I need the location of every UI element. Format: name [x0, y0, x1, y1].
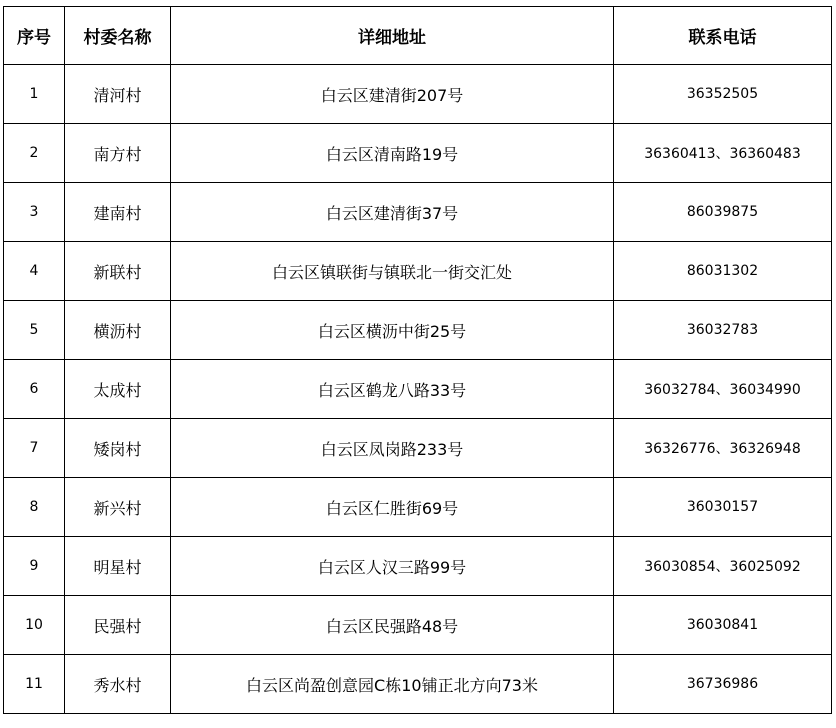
row-index: 8	[4, 478, 65, 537]
header-phone: 联系电话	[614, 7, 832, 65]
row-index: 7	[4, 419, 65, 478]
row-address: 白云区建清街37号	[171, 183, 614, 242]
row-phone: 36032784、36034990	[614, 360, 832, 419]
table-row	[4, 242, 832, 301]
row-address: 白云区横沥中街25号	[171, 301, 614, 360]
table-row	[4, 183, 832, 242]
row-index: 1	[4, 65, 65, 124]
row-village-name: 秀水村	[65, 655, 171, 714]
row-address: 白云区鹤龙八路33号	[171, 360, 614, 419]
row-address: 白云区镇联街与镇联北一街交汇处	[171, 242, 614, 301]
row-village-name: 民强村	[65, 596, 171, 655]
table-row	[4, 537, 832, 596]
row-address: 白云区建清街207号	[171, 65, 614, 124]
row-phone: 36360413、36360483	[614, 124, 832, 183]
village-committee-table	[3, 6, 832, 714]
table-row	[4, 419, 832, 478]
header-index: 序号	[4, 7, 65, 65]
row-phone: 36030157	[614, 478, 832, 537]
row-village-name: 矮岗村	[65, 419, 171, 478]
row-village-name: 新兴村	[65, 478, 171, 537]
row-village-name: 横沥村	[65, 301, 171, 360]
row-address: 白云区民强路48号	[171, 596, 614, 655]
row-address: 白云区清南路19号	[171, 124, 614, 183]
row-address: 白云区人汉三路99号	[171, 537, 614, 596]
row-address: 白云区尚盈创意园C栋10铺正北方向73米	[171, 655, 614, 714]
row-phone: 36030854、36025092	[614, 537, 832, 596]
row-village-name: 建南村	[65, 183, 171, 242]
row-phone: 36032783	[614, 301, 832, 360]
row-village-name: 新联村	[65, 242, 171, 301]
table-row	[4, 360, 832, 419]
row-address: 白云区凤岗路233号	[171, 419, 614, 478]
row-phone: 86031302	[614, 242, 832, 301]
table-row	[4, 124, 832, 183]
table-row	[4, 301, 832, 360]
row-phone: 36736986	[614, 655, 832, 714]
row-index: 9	[4, 537, 65, 596]
table-row	[4, 655, 832, 714]
table-row	[4, 596, 832, 655]
table-row	[4, 65, 832, 124]
header-name: 村委名称	[65, 7, 171, 65]
table-row	[4, 478, 832, 537]
row-village-name: 太成村	[65, 360, 171, 419]
row-index: 10	[4, 596, 65, 655]
row-address: 白云区仁胜街69号	[171, 478, 614, 537]
header-address: 详细地址	[171, 7, 614, 65]
row-index: 11	[4, 655, 65, 714]
row-index: 2	[4, 124, 65, 183]
row-index: 4	[4, 242, 65, 301]
row-index: 5	[4, 301, 65, 360]
row-village-name: 清河村	[65, 65, 171, 124]
row-phone: 36326776、36326948	[614, 419, 832, 478]
row-phone: 86039875	[614, 183, 832, 242]
row-index: 3	[4, 183, 65, 242]
row-village-name: 南方村	[65, 124, 171, 183]
row-village-name: 明星村	[65, 537, 171, 596]
row-phone: 36352505	[614, 65, 832, 124]
row-phone: 36030841	[614, 596, 832, 655]
table-header-row	[4, 7, 832, 65]
row-index: 6	[4, 360, 65, 419]
